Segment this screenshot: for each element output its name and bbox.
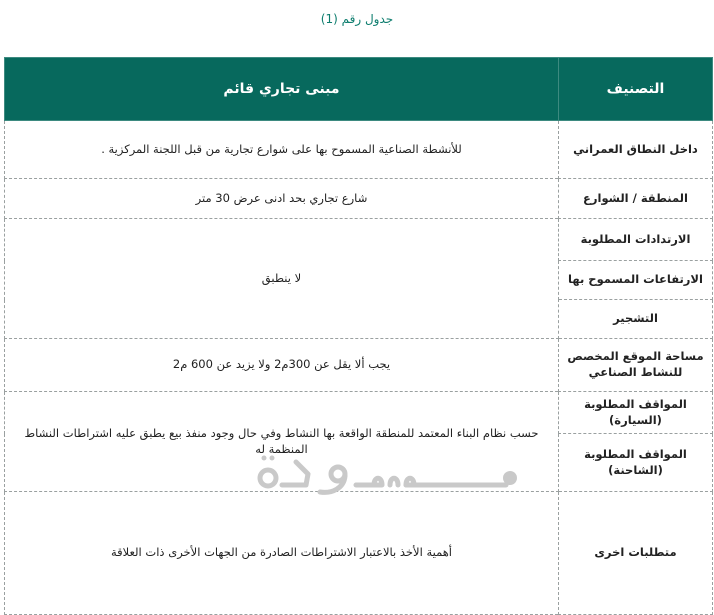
row-label-zone-streets: المنطقة / الشوارع	[559, 179, 713, 219]
row-label-site-area: مساحة الموقع المخصص للنشاط الصناعي	[559, 339, 713, 392]
row-label-other: متطلبات اخرى	[559, 492, 713, 615]
row-label-setbacks: الارتدادات المطلوبة	[559, 219, 713, 261]
row-value-other: أهمية الأخذ بالاعتبار الاشتراطات الصادرة من الجهات الأخرى ذات العلاقة	[5, 492, 559, 615]
header-building-type: مبنى تجاري قائم	[5, 58, 559, 121]
table-row	[5, 392, 713, 434]
row-label-heights: الارتفاعات المسموح بها	[559, 261, 713, 300]
row-value-parking: حسب نظام البناء المعتمد للمنطقة الواقعة بها النشاط وفي حال وجود منفذ بيع يطبق عليه اشتراطات النشاط المنظمة له	[5, 392, 559, 492]
table-row	[5, 219, 713, 261]
table-row	[5, 492, 713, 615]
table-header-row	[5, 58, 713, 121]
table-row	[5, 121, 713, 179]
row-label-parking-trucks: المواقف المطلوبة (الشاحنة)	[559, 434, 713, 492]
row-value-urban-scope: للأنشطة الصناعية المسموح بها على شوارع تجارية من قبل اللجنة المركزية .	[5, 121, 559, 179]
row-label-planting: التشجير	[559, 300, 713, 339]
row-label-parking-cars: المواقف المطلوبة (السيارة)	[559, 392, 713, 434]
row-value-site-area: يجب ألا يقل عن 300م2 ولا يزيد عن 600 م2	[5, 339, 559, 392]
row-value-zone-streets: شارع تجاري بحد ادنى عرض 30 متر	[5, 179, 559, 219]
row-label-urban-scope: داخل النطاق العمراني	[559, 121, 713, 179]
table-row	[5, 179, 713, 219]
requirements-table	[4, 57, 713, 615]
row-value-not-applicable: لا ينطبق	[5, 219, 559, 339]
table-row	[5, 339, 713, 392]
header-classification: التصنيف	[559, 58, 713, 121]
table-caption: جدول رقم (1)	[320, 12, 394, 26]
